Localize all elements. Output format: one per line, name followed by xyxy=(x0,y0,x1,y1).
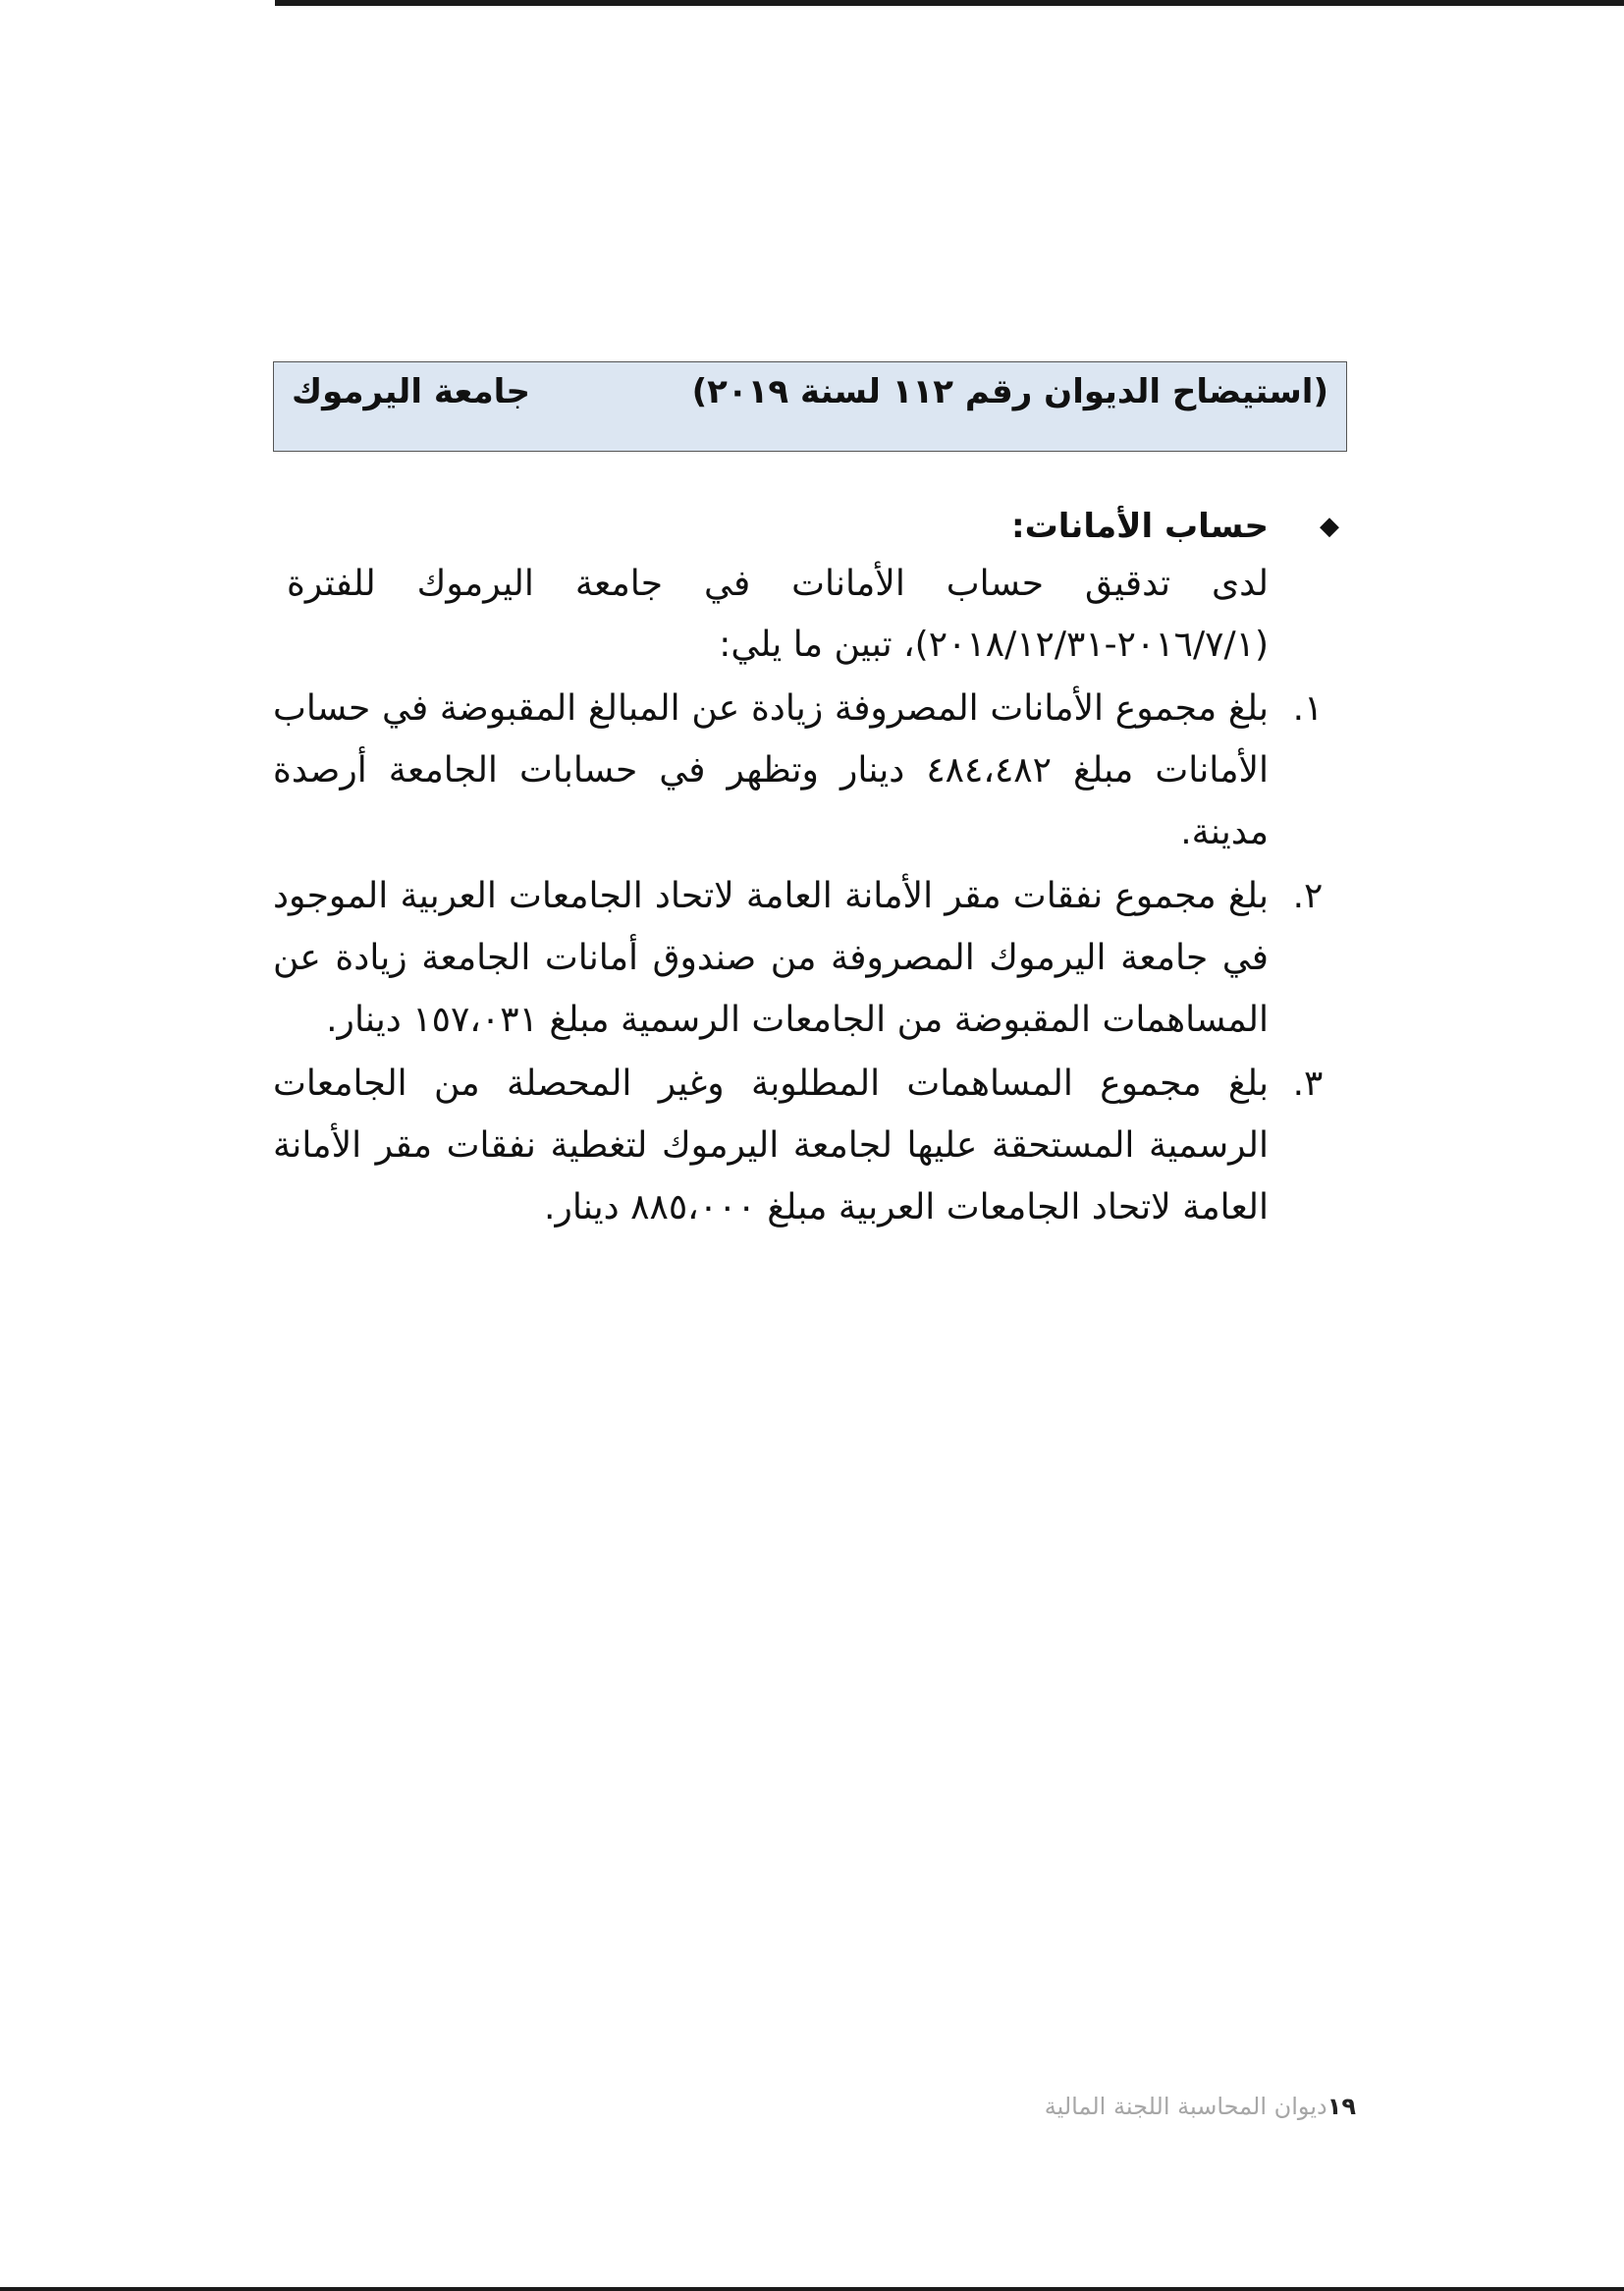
diamond-bullet-icon: ◆ xyxy=(1320,512,1339,541)
list-item xyxy=(273,678,1347,863)
section-heading xyxy=(273,499,1347,554)
page-number: ١٩ xyxy=(1326,2093,1356,2120)
list-item-number: ٢. xyxy=(1292,876,1324,916)
inquiry-title: (استيضاح الديوان رقم ١١٢ لسنة ٢٠١٩) xyxy=(691,372,1328,411)
list-item-text: بلغ مجموع نفقات مقر الأمانة العامة لاتحاد الجامعات العربية الموجود في جامعة اليرموك المصروفة من صندوق أمانات الجامعة زيادة عن المساهمات المقبوضة من الجامعات الرسمية مبلغ ١٥٧،٠٣١ دينار. xyxy=(273,876,1269,1040)
list-item xyxy=(273,1053,1347,1238)
scan-bottom-edge xyxy=(0,2287,1624,2291)
footer-text: ديوان المحاسبة اللجنة المالية xyxy=(1044,2093,1327,2120)
university-name: جامعة اليرموك xyxy=(292,372,530,411)
scan-top-edge xyxy=(275,0,1624,6)
findings-list xyxy=(273,678,1347,1238)
trust-accounts-section xyxy=(273,499,1347,1238)
section-heading-text: حساب الأمانات: xyxy=(1011,507,1269,546)
intro-paragraph: لدى تدقيق حساب الأمانات في جامعة اليرموك للفترة (٢٠١٦/٧/١-٢٠١٨/١٢/٣١)، تبين ما يلي: xyxy=(287,564,1269,665)
list-item-text: بلغ مجموع الأمانات المصروفة زيادة عن المبالغ المقبوضة في حساب الأمانات مبلغ ٤٨٤،٤٨٢ دينار وتظهر في حسابات الجامعة أرصدة مدينة. xyxy=(273,688,1270,852)
list-item-number: ٣. xyxy=(1292,1064,1324,1104)
list-item xyxy=(273,865,1347,1051)
list-item-text: بلغ مجموع المساهمات المطلوبة وغير المحصلة من الجامعات الرسمية المستحقة عليها لجامعة اليرموك لتغطية نفقات مقر الأمانة العامة لاتحاد الجامعات العربية مبلغ ٨٨٥،٠٠٠ دينار. xyxy=(273,1064,1269,1227)
page-footer xyxy=(1045,2093,1356,2120)
header-box xyxy=(273,361,1347,452)
list-item-number: ١. xyxy=(1292,688,1324,729)
